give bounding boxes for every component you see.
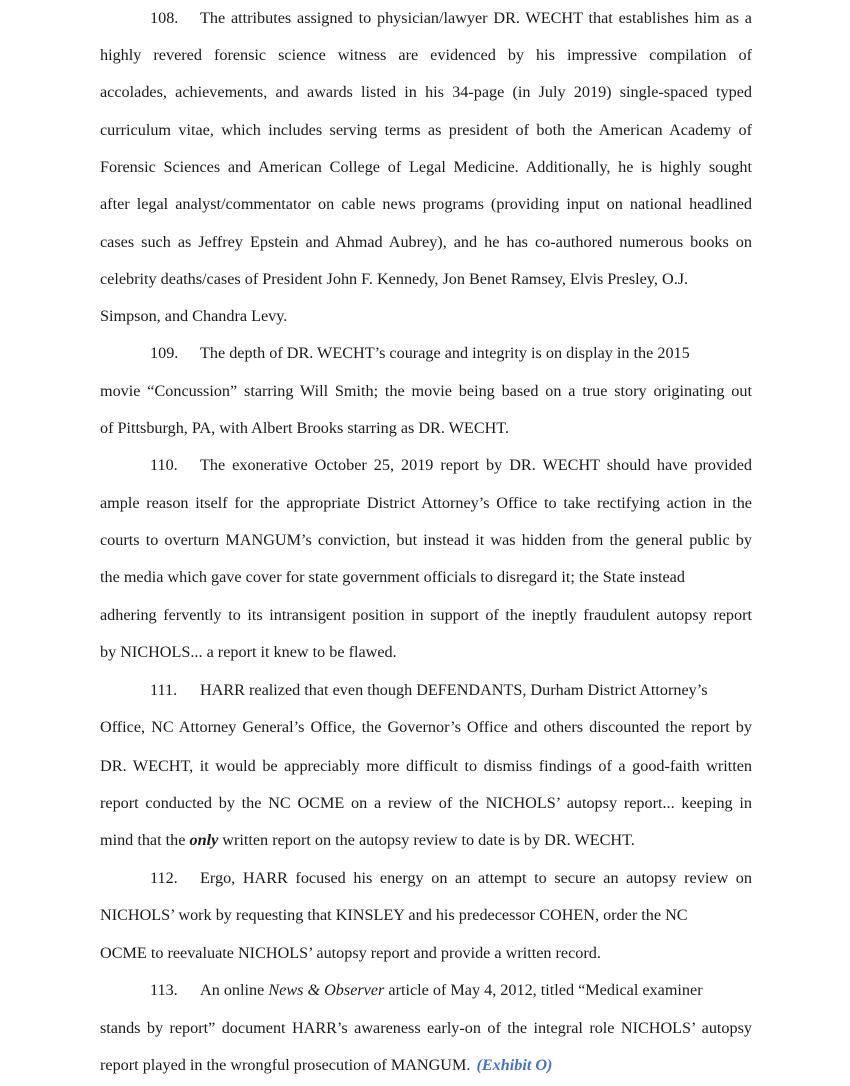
paragraph-text-line: mind that the only written report on the autopsy review to date is by DR. WECHT.: [100, 831, 635, 849]
paragraph-number: 113.: [150, 981, 178, 999]
paragraph-text-line: Forensic Sciences and American College of Legal Medicine. Additionally, he is highly sought: [100, 158, 752, 176]
emphasis-only: only: [189, 831, 219, 849]
paragraph-number: 108.: [150, 9, 179, 27]
paragraph-text-line: Office, NC Attorney General’s Office, the Governor’s Office and others discounted the report by: [100, 718, 752, 736]
paragraph-text-line: Simpson, and Chandra Levy.: [100, 307, 288, 325]
paragraph-text-line: of Pittsburgh, PA, with Albert Brooks starring as DR. WECHT.: [100, 419, 510, 437]
paragraph-text-line: curriculum vitae, which includes serving terms as president of both the American Academy of: [100, 121, 752, 139]
paragraph-text-line: accolades, achievements, and awards listed in his 34-page (in July 2019) single-spaced typed: [100, 83, 752, 101]
paragraph-text-line: HARR realized that even though DEFENDANTS, Durham District Attorney’s: [200, 681, 708, 699]
publication-title: News & Observer: [268, 981, 385, 999]
paragraph-number: 112.: [150, 869, 178, 887]
paragraph-number: 110.: [150, 456, 178, 474]
paragraph-text-line: OCME to reevaluate NICHOLS’ autopsy report and provide a written record.: [100, 944, 601, 962]
paragraph-number: 109.: [150, 344, 179, 362]
paragraph-text-line: celebrity deaths/cases of President John F. Kennedy, Jon Benet Ramsey, Elvis Presley, O.J.: [100, 270, 689, 288]
paragraph-text-line: adhering fervently to its intransigent position in support of the ineptly fraudulent autopsy report: [100, 606, 752, 624]
exhibit-o-link[interactable]: (Exhibit O): [476, 1056, 553, 1074]
paragraph-text-line: Ergo, HARR focused his energy on an attempt to secure an autopsy review on: [200, 869, 752, 887]
paragraph-text-line: The depth of DR. WECHT’s courage and integrity is on display in the 2015: [200, 344, 690, 362]
paragraph-text-line: report conducted by the NC OCME on a review of the NICHOLS’ autopsy report... keeping in: [100, 794, 752, 812]
paragraph-text-line: stands by report” document HARR’s awareness early-on of the integral role NICHOLS’ autopsy: [100, 1019, 752, 1037]
paragraph-text-line: DR. WECHT, it would be appreciably more difficult to dismiss findings of a good-faith written: [100, 757, 752, 775]
paragraph-text-line: ample reason itself for the appropriate District Attorney’s Office to take rectifying action in the: [100, 494, 752, 512]
paragraph-text-line: by NICHOLS... a report it knew to be flawed.: [100, 643, 397, 661]
paragraph-number: 111.: [150, 681, 178, 699]
paragraph-text-line: NICHOLS’ work by requesting that KINSLEY and his predecessor COHEN, order the NC: [100, 906, 688, 924]
paragraph-text-line: courts to overturn MANGUM’s conviction, but instead it was hidden from the general public by: [100, 531, 752, 549]
paragraph-text-line: after legal analyst/commentator on cable news programs (providing input on national headlined: [100, 195, 752, 213]
paragraph-text-line: The attributes assigned to physician/lawyer DR. WECHT that establishes him as a: [200, 9, 752, 27]
paragraph-text-line: The exonerative October 25, 2019 report by DR. WECHT should have provided: [200, 456, 752, 474]
paragraph-text-line: movie “Concussion” starring Will Smith; the movie being based on a true story originating out: [100, 382, 752, 400]
paragraph-text-line: report played in the wrongful prosecution of MANGUM. (Exhibit O): [100, 1056, 553, 1074]
paragraph-text-line: the media which gave cover for state government officials to disregard it; the State instead: [100, 568, 685, 586]
paragraph-text-line: highly revered forensic science witness are evidenced by his impressive compilation of: [100, 46, 752, 64]
paragraph-text-line: cases such as Jeffrey Epstein and Ahmad Aubrey), and he has co-authored numerous books on: [100, 233, 752, 251]
paragraph-text-line: An online News & Observer article of May 4, 2012, titled “Medical examiner: [200, 981, 703, 999]
